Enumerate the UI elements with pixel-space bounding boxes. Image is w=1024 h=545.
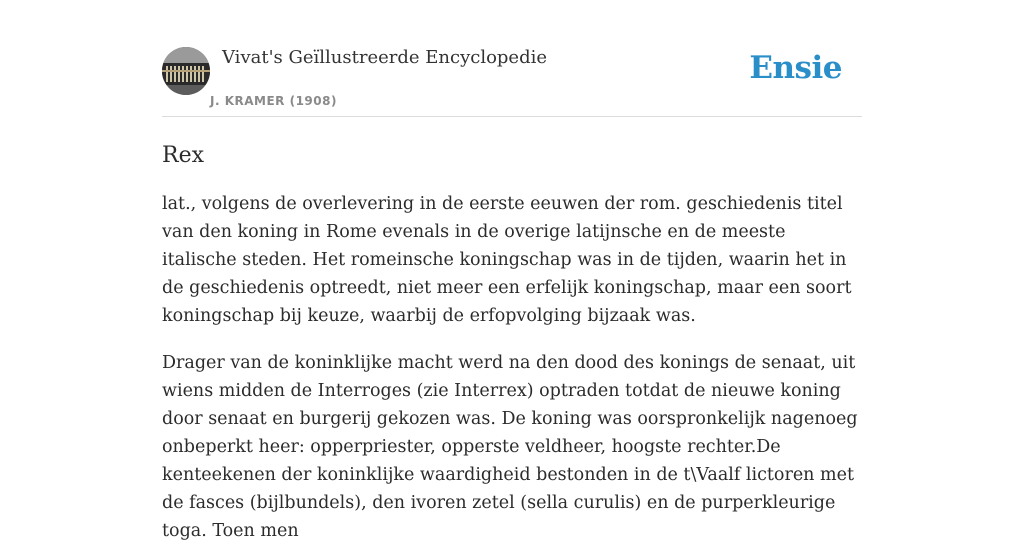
author-label: J. KRAMER (1908) — [210, 94, 337, 108]
brand-logo[interactable]: Ensie — [749, 50, 842, 86]
book-title[interactable]: Vivat's Geïllustreerde Encyclopedie — [222, 47, 548, 68]
bookshelf-icon — [162, 47, 210, 95]
header — [162, 0, 862, 117]
page-container — [162, 0, 862, 545]
article-paragraph: Drager van de koninklijke macht werd na den dood des konings de senaat, uit wiens midden de Interroges (zie Interrex) optraden totdat de nieuwe koning door senaat en burgerij gekozen was. De koning was oorspronkelijk nagenoeg onbeperkt heer: opperpriester, opperste veldheer, hoogste rechter.De kenteekenen der koninklijke waardigheid bestonden in de t\Vaalf lictoren met de fasces (bijlbundels), den ivoren zetel (sella curulis) en de purperkleurige toga. Toen men — [162, 353, 858, 541]
entry-title: Rex — [162, 143, 204, 168]
encyclopedia-avatar[interactable] — [162, 47, 210, 95]
article-paragraph: lat., volgens de overlevering in de eerste eeuwen der rom. geschiedenis titel van den koning in Rome evenals in de overige latijnsche en de meeste italische steden. Het romeinsche koningschap was in de tijden, waarin het in de geschiedenis optreedt, niet meer een erfelijk koningschap, maar een soort koningschap bij keuze, waarbij de erfopvolging bijzaak was. — [162, 194, 852, 326]
